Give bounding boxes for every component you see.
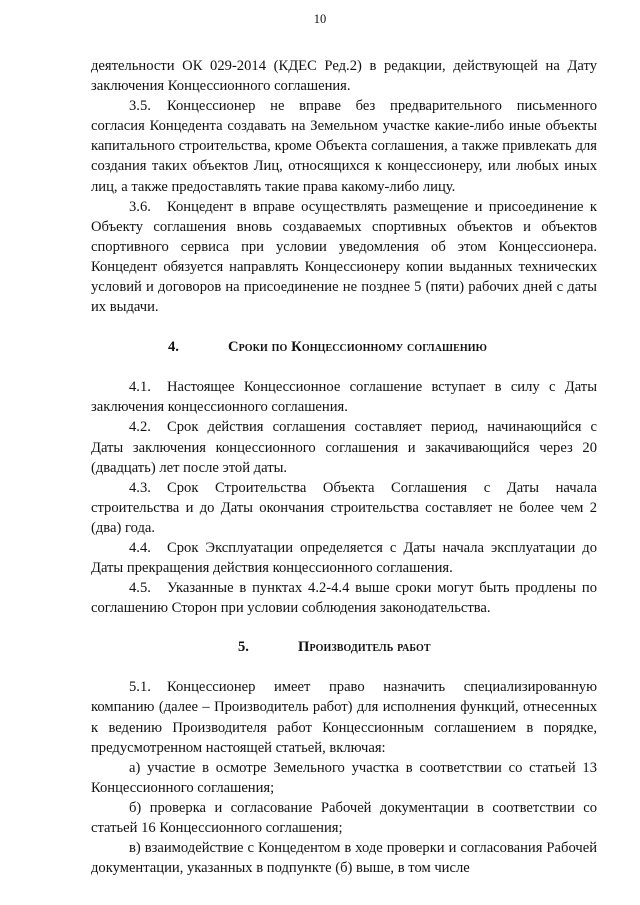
clause-3-5 [91,96,597,196]
clause-number: 4.3. [129,479,151,496]
subitem-c [91,838,597,878]
clause-4-5 [91,578,597,618]
clause-5-1 [91,677,597,757]
section-title: Производитель работ [298,639,431,656]
clause-number: 3.6. [129,198,151,215]
clause-number: 3.5. [129,98,151,115]
clause-number: 4.5. [129,580,151,597]
paragraph-continuation [91,56,597,96]
clause-number: 4.4. [129,539,151,556]
section-4-heading [91,337,597,357]
subitem-b [91,798,597,838]
section-title: Сроки по Концессионному соглашению [228,339,487,356]
clause-text: Указанные в пунктах 4.2-4.4 выше сроки могут быть продлены по соглашению Сторон при условии соблюдения законодательства. [91,580,597,617]
clause-text: Настоящее Концессионное соглашение вступает в силу с Даты заключения концессионного соглашения. [91,379,597,416]
clause-text: Срок действия соглашения составляет период, начинающийся с Даты заключения концессионного соглашения и закачивающийся через 20 (двадцать) лет после этой даты. [91,419,597,476]
clause-4-2 [91,417,597,477]
clause-text: Концессионер имеет право назначить специализированную компанию (далее – Производитель работ) для исполнения функций, отнесенных к ведению Производителя работ Концессионным соглашением в порядке, предусмотренном настоящей статьей, включая: [91,679,597,756]
clause-number: 4.1. [129,379,151,396]
subitem-text: б) проверка и согласование Рабочей документации в соответствии со статьей 16 Концессионного соглашения; [91,799,597,836]
section-number: 5. [238,639,249,656]
clause-text: Концессионер не вправе без предварительного письменного согласия Концедента создавать на Земельном участке какие-либо иные объекты капитального строительства, кроме Объекта соглашения, а также привлекать для создания таких объектов Лиц, относящихся к концессионеру, или любых иных лиц, а также предоставлять такие права какому-либо лицу. [91,98,597,195]
page-number: 10 [313,12,327,26]
clause-number: 5.1. [129,679,151,696]
clause-4-1 [91,377,597,417]
clause-number: 4.2. [129,419,151,436]
clause-text: Срок Эксплуатации определяется с Даты начала эксплуатации до Даты прекращения действия концессионного соглашения. [91,539,597,577]
clause-3-6 [91,197,597,318]
clause-4-3 [91,478,597,538]
document-body [91,56,597,878]
section-number: 4. [168,339,179,356]
paragraph-text: деятельности ОК 029-2014 (КДЕС Ред.2) в редакции, действующей на Дату заключения Концессионного соглашения. [91,58,597,95]
subitem-text: а) участие в осмотре Земельного участка в соответствии со статьей 13 Концессионного соглашения; [91,759,597,796]
clause-text: Срок Строительства Объекта Соглашения с Даты начала строительства и до Даты окончания строительства составляет не более чем 2 (два) года. [91,479,597,536]
clause-4-4 [91,538,597,578]
subitem-a [91,758,597,798]
section-5-heading [91,637,597,657]
clause-text: Концедент в вправе осуществлять размещение и присоединение к Объекту соглашения вновь создаваемых спортивных объектов и объектов спортивного сервиса при условии уведомления об этом Концессионера. Концедент обязуется направлять Концессионеру копии выданных технических условий и договоров на присоединение не позднее 5 (пяти) рабочих дней с даты их выдачи. [91,198,597,316]
subitem-text: в) взаимодействие с Концедентом в ходе проверки и согласования Рабочей документации, указанных в подпункте (б) выше, в том числе [91,840,597,877]
